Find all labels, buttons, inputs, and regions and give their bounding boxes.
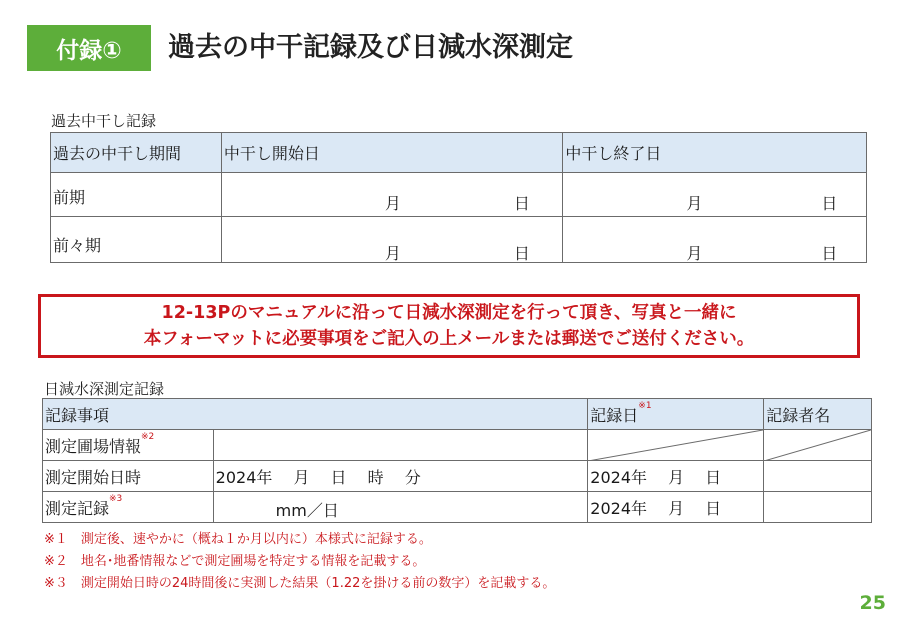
table-header-row — [51, 133, 867, 173]
header-period: 過去の中干し期間 — [51, 133, 222, 173]
row-label: 測定圃場情報$^{※2}$ — [43, 430, 214, 461]
record-date-cell[interactable]: 2024年 月 日 — [588, 492, 764, 523]
table-row — [51, 217, 867, 263]
table-row — [43, 461, 872, 492]
nakaboshi-table — [50, 132, 867, 263]
header-start-date: 中干し開始日 — [221, 133, 563, 173]
footnote-2: ※２ 地名･地番情報などで測定圃場を特定する情報を記載する。 — [44, 554, 426, 569]
note-marker: ※1 — [638, 400, 652, 411]
day-label: 日 — [513, 194, 530, 213]
header-end-date: 中干し終了日 — [563, 133, 867, 173]
note-marker: ※3 — [109, 493, 123, 504]
record-date-cell[interactable]: 2024年 月 日 — [588, 461, 764, 492]
nakaboshi-section-title: 過去中干し記録 — [51, 112, 157, 130]
day-label: 日 — [513, 244, 530, 263]
footnote-3: ※３ 測定開始日時の24時間後に実測した結果（1.22を掛ける前の数字）を記載する。 — [44, 576, 556, 591]
notice-line-1: 12-13Pのマニュアルに沿って日減水深測定を行って頂き、写真と一緒に — [161, 303, 737, 323]
start-date-cell[interactable] — [221, 173, 563, 217]
header-item: 記録事項 — [43, 399, 588, 430]
page-title: 過去の中干記録及び日減水深測定 — [168, 32, 573, 63]
start-date-cell[interactable] — [221, 217, 563, 263]
unit-label: mm／日 — [275, 501, 339, 520]
field-info-cell[interactable] — [213, 430, 588, 461]
end-date-cell[interactable] — [563, 217, 867, 263]
notice-line-2: 本フォーマットに必要事項をご記入の上メールまたは郵送でご送付ください。 — [143, 329, 755, 349]
diagonal-line-icon — [588, 430, 763, 461]
table-header-row — [43, 399, 872, 430]
diagonal-cell — [764, 430, 872, 461]
month-label: 月 — [384, 244, 401, 263]
diagonal-line-icon — [764, 430, 871, 461]
page-number: 25 — [859, 592, 886, 614]
month-label: 月 — [686, 244, 703, 263]
row-label: 前々期 — [51, 217, 222, 263]
measure-section-title: 日減水深測定記録 — [44, 380, 165, 398]
note-marker: ※2 — [141, 431, 155, 442]
footnote-1: ※１ 測定後、速やかに（概ね１か月以内に）本様式に記録する。 — [44, 532, 432, 547]
table-row — [43, 430, 872, 461]
header-recorder: 記録者名 — [764, 399, 872, 430]
month-label: 月 — [686, 194, 703, 213]
appendix-badge: 付録① — [27, 25, 151, 71]
record-value-cell[interactable] — [213, 492, 588, 523]
table-row — [51, 173, 867, 217]
recorder-cell[interactable] — [764, 461, 872, 492]
instruction-notice — [38, 294, 860, 358]
day-label: 日 — [821, 244, 838, 263]
row-label: 測定記録$^{※3}$ — [43, 492, 214, 523]
month-label: 月 — [384, 194, 401, 213]
row-label: 測定開始日時 — [43, 461, 214, 492]
header-record-date: 記録日$^{※1}$ — [588, 399, 764, 430]
measure-table — [42, 398, 872, 523]
diagonal-cell — [588, 430, 764, 461]
day-label: 日 — [821, 194, 838, 213]
start-datetime-cell[interactable]: 2024年 月 日 時 分 — [213, 461, 588, 492]
table-row — [43, 492, 872, 523]
row-label: 前期 — [51, 173, 222, 217]
end-date-cell[interactable] — [563, 173, 867, 217]
recorder-cell[interactable] — [764, 492, 872, 523]
